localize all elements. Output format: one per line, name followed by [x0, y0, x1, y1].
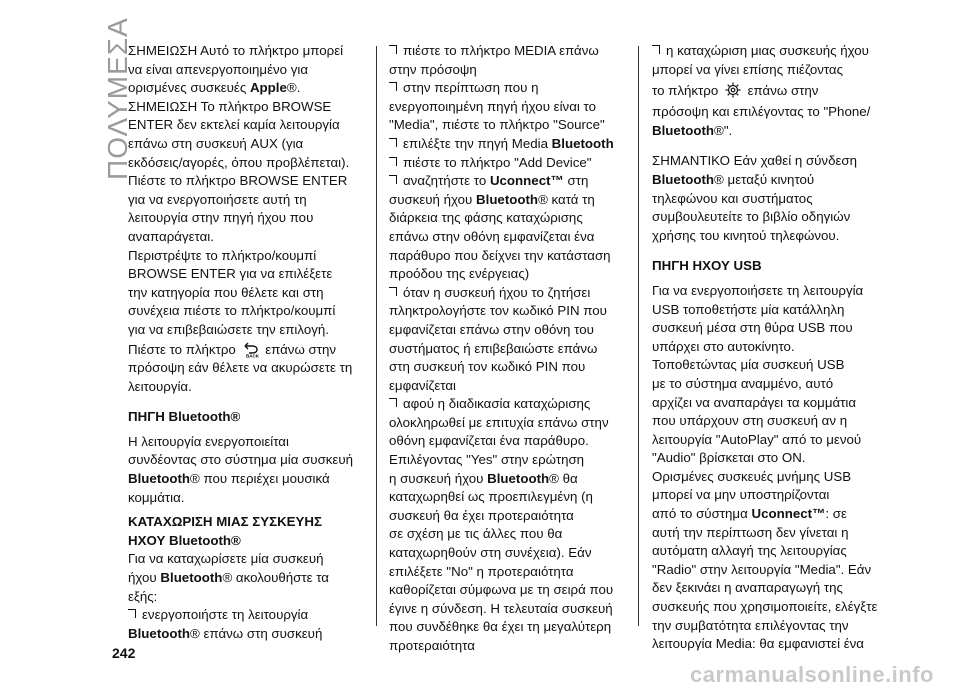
text-line: Περιστρέψτε το πλήκτρο/κουμπί [128, 247, 317, 263]
text-line: στην πρόσοψη [389, 61, 477, 77]
text-line: ΣΗΜΕΙΩΣΗ Αυτό το πλήκτρο μπορεί [128, 43, 344, 58]
text-line: Τοποθετώντας μία συσκευή USB [652, 357, 845, 373]
text-line: για να ενεργοποιήσετε αυτή τη [128, 191, 307, 207]
text-line: μπορεί να μην υποστηρίζονται [652, 487, 830, 503]
text-line: τηλεφώνου και συστήματος [652, 190, 813, 206]
bullet-icon [389, 138, 397, 147]
text-line: Πιέστε το πλήκτρο BROWSE ENTER [128, 173, 348, 189]
list-item: όταν η συσκευή ήχου το ζητήσει [389, 284, 629, 303]
text-line: Για να ενεργοποιήσετε τη λειτουργία [652, 282, 864, 298]
text-line: ορισμένες συσκευές Apple®. [128, 80, 301, 96]
text-line: υπάρχει στο αυτοκίνητο. [652, 338, 795, 354]
text-line: επάνω στη συσκευή AUX (για [128, 135, 304, 151]
text-line: που συνδέθηκε θα έχει τη μεγαλύτερη [389, 619, 612, 635]
text-line: Επιλέγοντας "Yes" στην ερώτηση [389, 452, 585, 468]
text-line: που υπάρχουν στη συσκευή αν η [652, 413, 848, 429]
text-line: στη συσκευή τον κωδικό PIN που [389, 359, 586, 375]
text-line: αυτόματη αλλαγή της λειτουργίας [652, 543, 847, 559]
text-line: να είναι απενεργοποιημένο για [128, 61, 309, 77]
text-line: πρόσοψη εάν θέλετε να ακυρώσετε τη [128, 360, 353, 376]
text-line: Bluetooth® που περιέχει μουσικά [128, 471, 330, 487]
text-line: την κατηγορία που θέλετε και στη [128, 284, 324, 300]
text-line: Για να καταχωρίσετε μία συσκευή [128, 551, 324, 567]
text-line: μπορεί να γίνει επίσης πιέζοντας [652, 61, 844, 77]
text-line: χρήσης του κινητού τηλεφώνου. [652, 227, 840, 243]
text-line: ENTER δεν εκτελεί καμία λειτουργία [128, 117, 340, 133]
text-line: πληκτρολογήστε τον κωδικό PIN που [389, 303, 607, 319]
text-line: USB τοποθετήστε μία κατάλληλη [652, 301, 845, 317]
text-line: λειτουργία Media: θα εμφανιστεί ένα [652, 636, 864, 652]
list-item: πιέστε το πλήκτρο "Add Device" [389, 154, 629, 173]
text-line: καταχωρηθεί ως προεπιλεγμένη (η [389, 489, 593, 505]
text-line: επάνω στην οθόνη εμφανίζεται ένα [389, 228, 595, 244]
text-line: εξής: [128, 588, 158, 604]
text-line: λειτουργία στην πηγή ήχου που [128, 210, 314, 226]
text-line: η συσκευή ήχου Bluetooth® θα [389, 470, 578, 486]
list-item: η καταχώριση μιας συσκευής ήχου [652, 42, 892, 61]
section-heading: ΠΗΓΗ ΗΧΟΥ USB [652, 258, 762, 274]
bullet-icon [389, 287, 397, 296]
text-line: συμβουλευτείτε το βιβλίο οδηγιών [652, 209, 851, 225]
text-line: Bluetooth® επάνω στη συσκευή [128, 625, 323, 641]
text-line: "Media", πιέστε το πλήκτρο "Source" [389, 117, 605, 133]
text-line: ΣΗΜΕΙΩΣΗ Το πλήκτρο BROWSE [128, 98, 332, 114]
text-line: επιλέξετε "No" η προτεραιότητα [389, 563, 574, 579]
text-line: Η λειτουργία ενεργοποιείται [128, 433, 289, 449]
text-line: Ορισμένες συσκευές μνήμης USB [652, 468, 852, 484]
text-line: συνέχεια πιέστε το πλήκτρο/κουμπί [128, 303, 336, 319]
text-line: την συμβατότητα επιλέγοντας την [652, 617, 849, 633]
text-line: δεν ξεκινάει η αναπαραγωγή της [652, 580, 843, 596]
list-item: πιέστε το πλήκτρο MEDIA επάνω [389, 42, 629, 61]
text-line: από το σύστημα Uconnect™: σε [652, 506, 847, 522]
section-heading: ΗΧΟΥ Bluetooth® [128, 532, 241, 548]
text-line: προόδου της ενέργειας) [389, 266, 530, 282]
text-line: καθορίζεται σύμφωνα με τη σειρά που [389, 582, 614, 598]
bullet-icon [389, 82, 397, 91]
text-line: Bluetooth® μεταξύ κινητού [652, 171, 815, 187]
bullet-icon [389, 175, 397, 184]
bullet-icon [389, 45, 397, 54]
bullet-icon [389, 398, 397, 407]
section-heading: ΚΑΤΑΧΩΡΙΣΗ ΜΙΑΣ ΣΥΣΚΕΥΗΣ [128, 514, 323, 530]
text-line: εμφανίζεται [389, 377, 456, 393]
text-line: Bluetooth®". [652, 122, 733, 138]
text-line: αναπαράγεται. [128, 228, 214, 244]
text-line: συσκευής που χρησιμοποιείτε, ελέγξτε [652, 599, 878, 615]
text-line: συστήματος ή επιβεβαιώστε επάνω [389, 340, 598, 356]
column-divider [376, 46, 377, 626]
text-line: ενεργοποιημένη πηγή ήχου είναι το [389, 98, 596, 114]
text-line: "Radio" στην λειτουργία "Media". Εάν [652, 561, 872, 577]
text-line: κομμάτια. [128, 489, 185, 505]
text-line: παράθυρο που δείχνει την κατάσταση [389, 247, 611, 263]
text-line: συσκευή μέσα στη θύρα USB που [652, 320, 853, 336]
section-heading: ΠΗΓΗ Bluetooth® [128, 409, 241, 425]
page-number: 242 [112, 645, 136, 661]
text-line: εμφανίζεται επάνω στην οθόνη του [389, 321, 594, 337]
text-line: το πλήκτρο επάνω στην [652, 83, 819, 99]
bullet-icon [652, 45, 660, 54]
text-line: προτεραιότητα [389, 638, 475, 653]
section-side-title-text: ΠΟΛΥΜΕΣΑ [102, 17, 133, 180]
text-line: ολοκληρωθεί με επιτυχία επάνω στην [389, 414, 609, 430]
column-2 [389, 42, 629, 656]
watermark: carmanualsonline.info [690, 662, 934, 687]
text-line: ήχου Bluetooth® ακολουθήστε τα [128, 570, 329, 586]
svg-text:BACK: BACK [245, 353, 259, 358]
text-line: συνδέοντας στο σύστημα μία συσκευή [128, 452, 354, 468]
text-line: σε σχέση με τις άλλες που θα [389, 526, 563, 542]
text-line: αρχίζει να αναπαράγει τα κομμάτια [652, 394, 857, 410]
text-line: συσκευή ήχου Bluetooth® κατά τη [389, 191, 595, 207]
list-item: στην περίπτωση που η [389, 79, 629, 98]
text-line: αυτή την περίπτωση δεν γίνεται η [652, 524, 849, 540]
list-item: επιλέξτε την πηγή Media Bluetooth [389, 135, 629, 154]
text-line: συσκευή θα έχει προτεραιότητα [389, 507, 574, 523]
list-item: αναζητήστε το Uconnect™ στη [389, 172, 629, 191]
section-side-title [72, 17, 133, 180]
text-line: καταχωρηθούν στη συνέχεια). Εάν [389, 545, 592, 561]
text-line: "Audio" βρίσκεται στο ON. [652, 450, 806, 466]
text-line: λειτουργία "AutoPlay" από το μενού [652, 431, 862, 447]
text-line: BROWSE ENTER για να επιλέξετε [128, 266, 333, 282]
text-line: ΣΗΜΑΝΤΙΚΟ Εάν χαθεί η σύνδεση [652, 153, 858, 169]
list-item: αφού η διαδικασία καταχώρισης [389, 395, 629, 414]
bullet-icon [389, 157, 397, 166]
bullet-icon [128, 609, 136, 618]
text-line: έγινε η σύνδεση. Η τελευταία συσκευή [389, 600, 613, 616]
text-line: Πιέστε το πλήκτρο BACK επάνω στην [128, 341, 337, 358]
settings-gear-icon [724, 81, 742, 99]
list-item: ενεργοποιήστε τη λειτουργία [128, 606, 368, 625]
text-line: με το σύστημα αναμμένο, αυτό [652, 375, 834, 391]
text-line: διάρκεια της φάσης καταχώρισης [389, 210, 583, 226]
back-icon [242, 340, 260, 358]
text-line: εκδόσεις/αγορές, όπου προβλέπεται). [128, 154, 350, 170]
text-line: οθόνη εμφανίζεται ένα παράθυρο. [389, 433, 589, 449]
column-divider [638, 46, 639, 626]
text-line: λειτουργία. [128, 378, 192, 394]
text-line: για να επιβεβαιώσετε την επιλογή. [128, 321, 329, 337]
column-3 [652, 42, 892, 654]
text-line: πρόσοψη και επιλέγοντας το "Phone/ [652, 104, 871, 120]
column-1 [128, 42, 368, 643]
